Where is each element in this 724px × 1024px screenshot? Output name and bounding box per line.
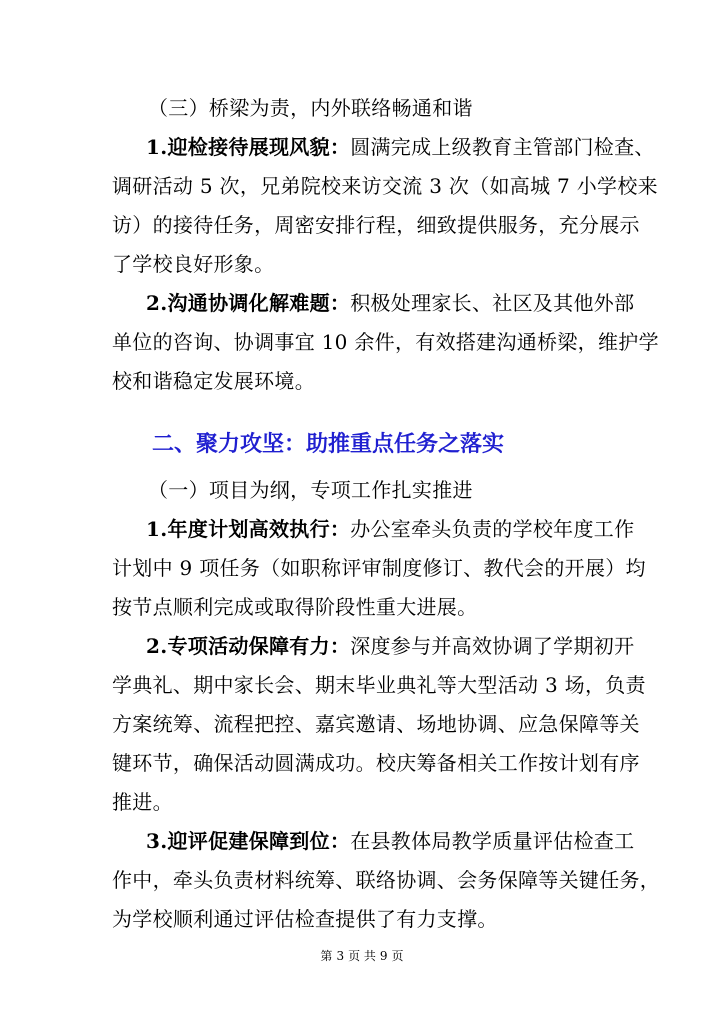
footer-prefix: 第 — [320, 949, 333, 963]
section-heading-text: （一）项目为纲，专项工作扎实推进 — [148, 478, 473, 502]
item-title: 2.沟通协调化解难题： — [146, 291, 351, 315]
footer-mid: 页 共 — [348, 949, 376, 963]
item-title: 1.迎检接待展现风貌： — [146, 135, 351, 159]
paragraph-line: 按节点顺利完成或取得阶段性重大进展。 — [112, 595, 478, 619]
item-title: 2.专项活动保障有力： — [146, 634, 351, 658]
paragraph-line: 作中，牵头负责材料统筹、联络协调、会务保障等关键任务， — [112, 868, 661, 892]
item-title: 3.迎评促建保障到位： — [146, 829, 351, 853]
paragraph-line: 键环节，确保活动圆满成功。校庆筹备相关工作按计划有序 — [112, 751, 640, 775]
paragraph-line: 校和谐稳定发展环境。 — [112, 369, 315, 393]
paragraph-line: 访）的接待任务，周密安排行程，细致提供服务，充分展示 — [112, 213, 640, 237]
footer-suffix: 页 — [391, 949, 404, 963]
chapter-heading: 二、聚力攻坚：助推重点任务之落实 — [152, 432, 505, 457]
paragraph-text: 积极处理家长、社区及其他外部 — [350, 291, 635, 315]
section-heading — [148, 474, 654, 506]
paragraph-line — [146, 287, 635, 319]
paragraph-line: 了学校良好形象。 — [112, 252, 275, 276]
page-total: 9 — [379, 949, 388, 963]
paragraph-text: 圆满完成上级教育主管部门检查、 — [350, 135, 655, 159]
paragraph-line: 计划中 9 项任务（如职称评审制度修订、教代会的开展）均 — [112, 556, 646, 580]
paragraph-line: 调研活动 5 次，兄弟院校来访交流 3 次（如高城 7 小学校来 — [112, 174, 658, 198]
paragraph-line: 方案统筹、流程把控、嘉宾邀请、场地协调、应急保障等关 — [112, 712, 640, 736]
paragraph-line — [146, 825, 635, 857]
paragraph-line — [146, 513, 635, 545]
paragraph-line: 推进。 — [112, 790, 173, 814]
paragraph-line — [146, 131, 655, 163]
item-title: 1.年度计划高效执行： — [146, 517, 351, 541]
paragraph-line: 学典礼、期中家长会、期末毕业典礼等大型活动 3 场，负责 — [112, 673, 646, 697]
page-footer — [0, 948, 724, 964]
section-heading — [148, 92, 654, 124]
paragraph-text: 深度参与并高效协调了学期初开 — [350, 634, 635, 658]
paragraph-line: 单位的咨询、协调事宜 10 余件，有效搭建沟通桥梁，维护学 — [112, 330, 659, 354]
paragraph-text: 办公室牵头负责的学校年度工作 — [350, 517, 635, 541]
paragraph-line: 为学校顺利通过评估检查提供了有力支撑。 — [112, 907, 498, 931]
paragraph-text: 在县教体局教学质量评估检查工 — [350, 829, 635, 853]
page-number: 3 — [336, 949, 345, 963]
section-heading-text: （三）桥梁为责，内外联络畅通和谐 — [148, 96, 473, 120]
paragraph-line — [146, 630, 635, 662]
